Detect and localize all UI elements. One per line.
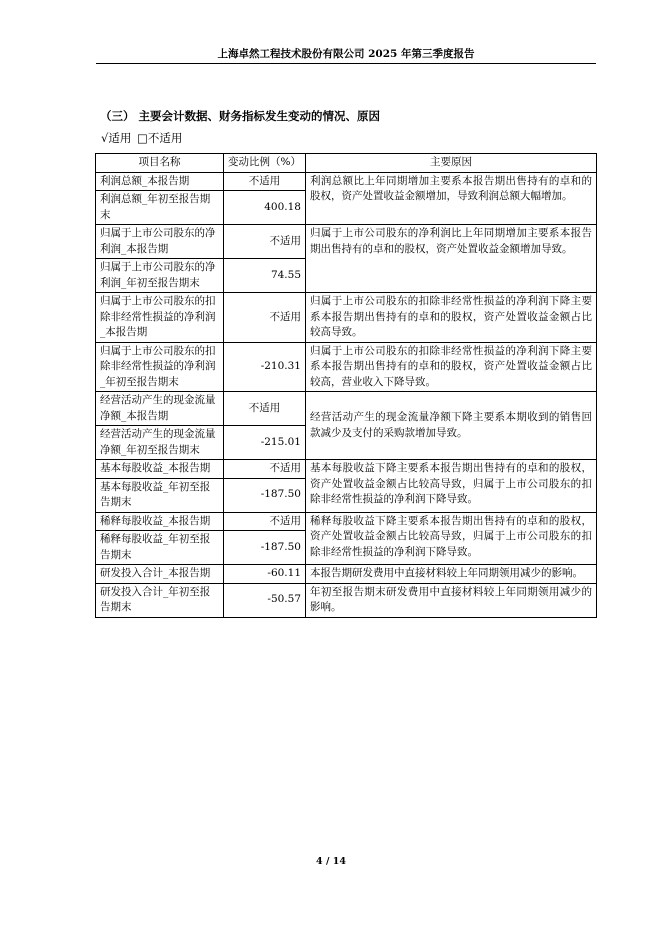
table-header-row	[96, 154, 597, 173]
ratio-value: 不适用	[224, 225, 306, 259]
ratio-value: -215.01	[224, 426, 306, 460]
ratio-value: -50.57	[224, 583, 306, 617]
item-name: 归属于上市公司股东的扣除非经常性损益的净利润_年初至报告期末	[96, 342, 224, 392]
section-title: （三） 主要会计数据、财务指标发生变动的情况、原因	[100, 109, 381, 123]
table-row	[96, 512, 597, 531]
reason-text: 稀释每股收益下降主要系本报告期出售持有的卓和的股权，资产处置收益金额占比较高导致，归属于上市公司股东的扣除非经常性损益的净利润下降导致。	[306, 512, 597, 565]
ratio-value: -187.50	[224, 531, 306, 565]
reason-text: 经营活动产生的现金流量净额下降主要系本期收到的销售回款减少及支付的采购款增加导致。	[306, 392, 597, 460]
change-table	[95, 153, 597, 618]
applicability	[101, 130, 184, 146]
item-name: 归属于上市公司股东的净利润_本报告期	[96, 225, 224, 259]
ratio-value: -60.11	[224, 565, 306, 584]
reason-text: 本报告期研发费用中直接材料较上年同期领用减少的影响。	[306, 565, 597, 584]
item-name: 研发投入合计_年初至报告期末	[96, 583, 224, 617]
ratio-value: 不适用	[224, 512, 306, 531]
page-number: 4 / 14	[316, 856, 346, 867]
header-item: 项目名称	[96, 154, 224, 173]
not-applicable-checkbox: □不适用	[136, 131, 183, 145]
table-row	[96, 583, 597, 617]
ratio-value: 不适用	[224, 392, 306, 426]
item-name: 稀释每股收益_本报告期	[96, 512, 224, 531]
table-row	[96, 342, 597, 392]
item-name: 经营活动产生的现金流量净额_本报告期	[96, 392, 224, 426]
item-name: 稀释每股收益_年初至报告期末	[96, 531, 224, 565]
table-row	[96, 172, 597, 191]
table-row	[96, 565, 597, 584]
reason-text: 利润总额比上年同期增加主要系本报告期出售持有的卓和的股权，资产处置收益金额增加，导致利润总额大幅增加。	[306, 172, 597, 225]
applicable-checkbox: √适用	[101, 131, 132, 145]
reason-text: 归属于上市公司股东的净利润比上年同期增加主要系本报告期出售持有的卓和的股权，资产处置收益金额增加导致。	[306, 225, 597, 293]
ratio-value: 不适用	[224, 293, 306, 343]
table-row	[96, 460, 597, 479]
ratio-value: -187.50	[224, 478, 306, 512]
reason-text: 归属于上市公司股东的扣除非经常性损益的净利润下降主要系本报告期出售持有的卓和的股权，资产处置收益金额占比较高导致。	[306, 293, 597, 343]
ratio-value: 400.18	[224, 191, 306, 225]
item-name: 经营活动产生的现金流量净额_年初至报告期末	[96, 426, 224, 460]
header-reason: 主要原因	[306, 154, 597, 173]
table-row	[96, 225, 597, 259]
item-name: 归属于上市公司股东的净利润_年初至报告期末	[96, 259, 224, 293]
item-name: 利润总额_本报告期	[96, 172, 224, 191]
item-name: 研发投入合计_本报告期	[96, 565, 224, 584]
table-row	[96, 392, 597, 426]
header-ratio: 变动比例（%）	[224, 154, 306, 173]
item-name: 基本每股收益_本报告期	[96, 460, 224, 479]
ratio-value: 74.55	[224, 259, 306, 293]
item-name: 基本每股收益_年初至报告期末	[96, 478, 224, 512]
reason-text: 归属于上市公司股东的扣除非经常性损益的净利润下降主要系本报告期出售持有的卓和的股权，资产处置收益金额占比较高，营业收入下降导致。	[306, 342, 597, 392]
ratio-value: 不适用	[224, 460, 306, 479]
reason-text: 基本每股收益下降主要系本报告期出售持有的卓和的股权，资产处置收益金额占比较高导致，归属于上市公司股东的扣除非经常性损益的净利润下降导致。	[306, 460, 597, 513]
table-row	[96, 293, 597, 343]
item-name: 利润总额_年初至报告期末	[96, 191, 224, 225]
page-header: 上海卓然工程技术股份有限公司 2025 年第三季度报告	[96, 47, 596, 64]
reason-text: 年初至报告期末研发费用中直接材料较上年同期领用减少的影响。	[306, 583, 597, 617]
ratio-value: -210.31	[224, 342, 306, 392]
item-name: 归属于上市公司股东的扣除非经常性损益的净利润_本报告期	[96, 293, 224, 343]
ratio-value: 不适用	[224, 172, 306, 191]
